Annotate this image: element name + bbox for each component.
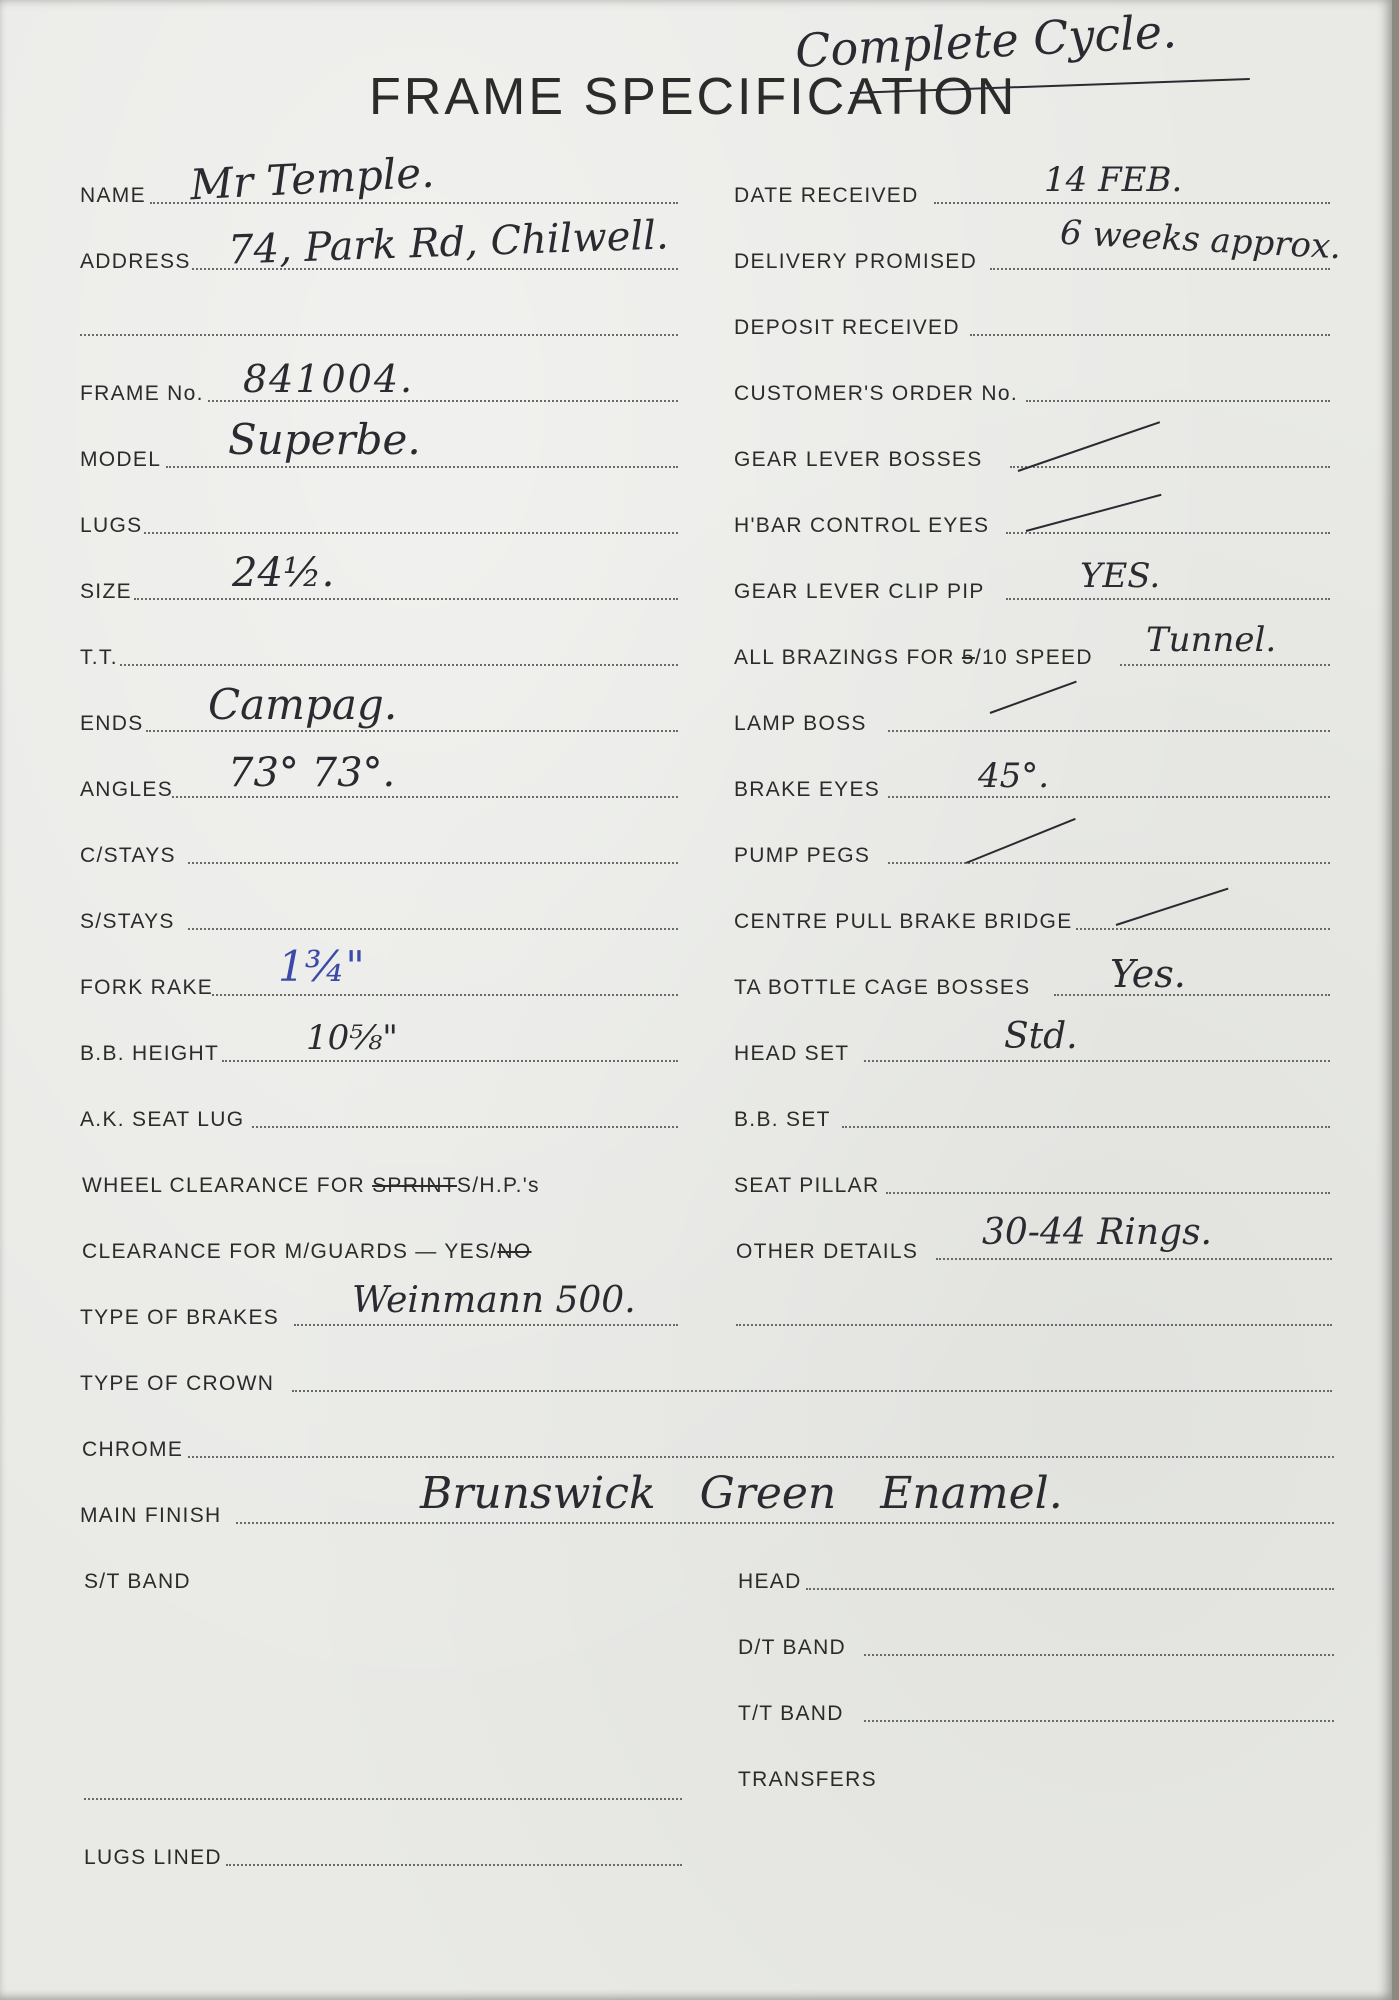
- st-band-line[interactable]: [84, 1798, 682, 1800]
- dt-band-line[interactable]: [864, 1654, 1334, 1656]
- delivery-label: DELIVERY PROMISED: [734, 250, 978, 273]
- ak-seat-lug-label: A.K. SEAT LUG: [80, 1108, 245, 1131]
- row-wheel-clearance: [82, 1162, 680, 1202]
- gear-bosses-label: GEAR LEVER BOSSES: [734, 448, 983, 471]
- chrome-label: CHROME: [82, 1438, 184, 1461]
- clip-pip-line[interactable]: [1006, 598, 1330, 600]
- order-no-line[interactable]: [1026, 400, 1330, 402]
- dt-band-label: D/T BAND: [738, 1636, 847, 1659]
- brakes-line[interactable]: [294, 1324, 678, 1326]
- row-bottle-bosses: [734, 964, 1330, 1004]
- s-stays-line[interactable]: [188, 928, 678, 930]
- row-st-band: [84, 1558, 682, 1598]
- angles-value: 73° 73°.: [228, 750, 396, 796]
- row-tt: [80, 634, 678, 674]
- row-size: [80, 568, 678, 608]
- name-value: Mr Temple.: [188, 147, 436, 210]
- row-c-stays: [80, 832, 678, 872]
- row-gear-bosses: [734, 436, 1330, 476]
- row-tt-band: [738, 1690, 1334, 1730]
- brake-eyes-label: BRAKE EYES: [734, 778, 881, 801]
- fork-rake-value: 1¾": [278, 942, 365, 991]
- tt-line[interactable]: [120, 664, 678, 666]
- row-date-received: [734, 172, 1330, 212]
- tt-band-line[interactable]: [864, 1720, 1334, 1722]
- row-fork-rake: [80, 964, 678, 1004]
- lugs-label: LUGS: [80, 514, 143, 537]
- form-title: FRAME SPECIFICATION: [369, 68, 1018, 126]
- row-bb-set: [734, 1096, 1330, 1136]
- brazings-line[interactable]: [1120, 664, 1330, 666]
- other-details-value: 30-44 Rings.: [982, 1212, 1212, 1253]
- row-s-stays: [80, 898, 678, 938]
- name-label: NAME: [80, 184, 146, 207]
- brazings-value: Tunnel.: [1146, 620, 1277, 660]
- row-ak-seat-lug: [80, 1096, 678, 1136]
- mudguards-label: CLEARANCE FOR M/GUARDS — YES/NO: [82, 1240, 532, 1263]
- ends-value: Campag.: [208, 680, 398, 729]
- bottle-bosses-value: Yes.: [1110, 952, 1186, 996]
- transfers-label: TRANSFERS: [738, 1768, 877, 1791]
- deposit-label: DEPOSIT RECEIVED: [734, 316, 960, 339]
- lugs-line[interactable]: [144, 532, 678, 534]
- row-lamp-boss: [734, 700, 1330, 740]
- annotation-complete-cycle: Complete Cycle.: [793, 4, 1178, 78]
- bb-set-line[interactable]: [842, 1126, 1330, 1128]
- row-centre-pull: [734, 898, 1330, 938]
- bottle-bosses-label: TA BOTTLE CAGE BOSSES: [734, 976, 1031, 999]
- deposit-line[interactable]: [970, 334, 1330, 336]
- row-crown: [80, 1360, 1332, 1400]
- date-received-value: 14 FEB.: [1044, 160, 1183, 200]
- wheel-clearance-label: WHEEL CLEARANCE FOR SPRINTS/H.P.'s: [82, 1174, 540, 1197]
- fork-rake-label: FORK RAKE: [80, 976, 214, 999]
- centre-pull-line[interactable]: [1076, 928, 1330, 930]
- st-band-label: S/T BAND: [84, 1570, 191, 1593]
- row-dt-band: [738, 1624, 1334, 1664]
- date-received-label: DATE RECEIVED: [734, 184, 919, 207]
- model-value: Superbe.: [228, 415, 421, 464]
- ends-line[interactable]: [146, 730, 678, 732]
- head-set-value: Std.: [1004, 1016, 1078, 1057]
- lamp-boss-line[interactable]: [888, 730, 1330, 732]
- row-pump-pegs: [734, 832, 1330, 872]
- row-st-band-line: [84, 1768, 682, 1808]
- angles-line[interactable]: [172, 796, 678, 798]
- row-deposit: [734, 304, 1330, 344]
- clip-pip-label: GEAR LEVER CLIP PIP: [734, 580, 985, 603]
- row-lugs-lined: [84, 1834, 682, 1874]
- c-stays-label: C/STAYS: [80, 844, 176, 867]
- main-finish-label: MAIN FINISH: [80, 1504, 222, 1527]
- row-transfers: [738, 1756, 1334, 1796]
- other-details-line[interactable]: [936, 1258, 1332, 1260]
- frame-no-label: FRAME No.: [80, 382, 204, 405]
- bb-height-value: 10⅝": [306, 1018, 398, 1058]
- clip-pip-value: YES.: [1080, 556, 1161, 596]
- angles-label: ANGLES: [80, 778, 173, 801]
- head-set-label: HEAD SET: [734, 1042, 850, 1065]
- ak-seat-lug-line[interactable]: [252, 1126, 678, 1128]
- hbar-eyes-label: H'BAR CONTROL EYES: [734, 514, 990, 537]
- s-stays-label: S/STAYS: [80, 910, 175, 933]
- row-lugs: [80, 502, 678, 542]
- tt-band-label: T/T BAND: [738, 1702, 844, 1725]
- date-received-line[interactable]: [934, 202, 1330, 204]
- gear-bosses-line[interactable]: [1010, 466, 1330, 468]
- model-line[interactable]: [166, 466, 678, 468]
- main-finish-line[interactable]: [236, 1522, 1334, 1524]
- head-set-line[interactable]: [864, 1060, 1330, 1062]
- head-label: HEAD: [738, 1570, 802, 1593]
- brakes-value: Weinmann 500.: [352, 1280, 636, 1321]
- main-finish-value: Brunswick Green Enamel.: [420, 1468, 1063, 1519]
- other-details-label: OTHER DETAILS: [736, 1240, 919, 1263]
- crown-label: TYPE OF CROWN: [80, 1372, 275, 1395]
- other-details-line-2[interactable]: [736, 1324, 1332, 1326]
- address-value: 74, Park Rd, Chilwell.: [227, 212, 670, 274]
- seat-pillar-line[interactable]: [886, 1192, 1330, 1194]
- seat-pillar-label: SEAT PILLAR: [734, 1174, 880, 1197]
- address-label: ADDRESS: [80, 250, 191, 273]
- bottle-bosses-line[interactable]: [1054, 994, 1330, 996]
- bb-height-label: B.B. HEIGHT: [80, 1042, 220, 1065]
- c-stays-line[interactable]: [188, 862, 678, 864]
- model-label: MODEL: [80, 448, 162, 471]
- frame-no-value: 841004.: [243, 357, 415, 401]
- crown-line[interactable]: [292, 1390, 1332, 1392]
- bb-height-line[interactable]: [222, 1060, 678, 1062]
- lamp-boss-label: LAMP BOSS: [734, 712, 867, 735]
- row-clip-pip: [734, 568, 1330, 608]
- row-address-2: [80, 304, 678, 344]
- brazings-label: ALL BRAZINGS FOR 5/10 SPEED: [734, 646, 1093, 669]
- row-seat-pillar: [734, 1162, 1330, 1202]
- order-no-label: CUSTOMER'S ORDER No.: [734, 382, 1018, 405]
- size-label: SIZE: [80, 580, 132, 603]
- row-order-no: [734, 370, 1330, 410]
- lugs-lined-label: LUGS LINED: [84, 1846, 222, 1869]
- row-chrome: [82, 1426, 1334, 1466]
- tt-label: T.T.: [80, 646, 118, 669]
- brakes-label: TYPE OF BRAKES: [80, 1306, 280, 1329]
- row-other-details-2: [736, 1294, 1332, 1334]
- fork-rake-line[interactable]: [212, 994, 678, 996]
- brake-eyes-line[interactable]: [888, 796, 1330, 798]
- centre-pull-label: CENTRE PULL BRAKE BRIDGE: [734, 910, 1073, 933]
- head-line[interactable]: [806, 1588, 1334, 1590]
- size-value: 24½.: [232, 550, 335, 596]
- row-hbar-eyes: [734, 502, 1330, 542]
- row-mudguards: [82, 1228, 680, 1268]
- chrome-line[interactable]: [188, 1456, 1334, 1458]
- bb-set-label: B.B. SET: [734, 1108, 831, 1131]
- pump-pegs-label: PUMP PEGS: [734, 844, 871, 867]
- size-line[interactable]: [134, 598, 678, 600]
- pump-pegs-line[interactable]: [888, 862, 1330, 864]
- ends-label: ENDS: [80, 712, 144, 735]
- row-head: [738, 1558, 1334, 1598]
- hbar-eyes-line[interactable]: [1006, 532, 1330, 534]
- brake-eyes-value: 45°.: [978, 756, 1050, 796]
- delivery-value: 6 weeks approx.: [1059, 212, 1343, 268]
- address-line-2[interactable]: [80, 334, 678, 336]
- lugs-lined-line[interactable]: [226, 1864, 682, 1866]
- delivery-line[interactable]: [990, 268, 1330, 270]
